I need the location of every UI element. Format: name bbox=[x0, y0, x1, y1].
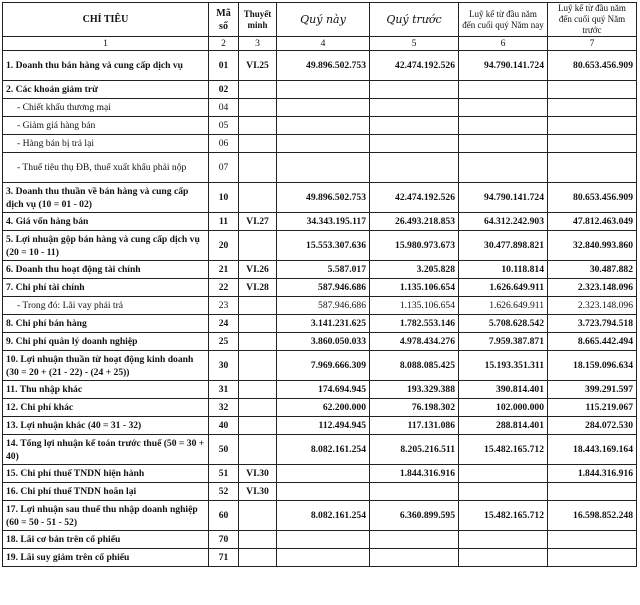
row-quarter-this: 49.896.502.753 bbox=[277, 183, 370, 213]
row-ytd-prev: 115.219.067 bbox=[548, 399, 637, 417]
row-code: 25 bbox=[209, 333, 239, 351]
row-ytd-this: 94.790.141.724 bbox=[459, 183, 548, 213]
row-ytd-this bbox=[459, 117, 548, 135]
row-note bbox=[239, 531, 277, 549]
row-ytd-prev: 80.653.456.909 bbox=[548, 183, 637, 213]
table-row bbox=[3, 117, 637, 135]
table-row bbox=[3, 417, 637, 435]
row-ytd-prev: 30.487.882 bbox=[548, 261, 637, 279]
row-quarter-prev: 76.198.302 bbox=[370, 399, 459, 417]
row-label: 5. Lợi nhuận gộp bán hàng và cung cấp dịch vụ (20 = 10 - 11) bbox=[3, 231, 209, 261]
row-code: 71 bbox=[209, 549, 239, 567]
row-code: 51 bbox=[209, 465, 239, 483]
col-number: 3 bbox=[239, 37, 277, 51]
row-ytd-this: 102.000.000 bbox=[459, 399, 548, 417]
row-ytd-this: 5.708.628.542 bbox=[459, 315, 548, 333]
row-ytd-prev: 8.665.442.494 bbox=[548, 333, 637, 351]
row-ytd-this bbox=[459, 135, 548, 153]
table-row bbox=[3, 315, 637, 333]
row-ytd-prev: 32.840.993.860 bbox=[548, 231, 637, 261]
row-code: 11 bbox=[209, 213, 239, 231]
row-quarter-this bbox=[277, 549, 370, 567]
row-note bbox=[239, 417, 277, 435]
column-number-row bbox=[3, 37, 637, 51]
row-label: 8. Chi phí bán hàng bbox=[3, 315, 209, 333]
row-ytd-prev bbox=[548, 549, 637, 567]
row-quarter-this: 15.553.307.636 bbox=[277, 231, 370, 261]
table-row bbox=[3, 549, 637, 567]
row-note bbox=[239, 99, 277, 117]
row-label: 1. Doanh thu bán hàng và cung cấp dịch vụ bbox=[3, 51, 209, 81]
col-number: 4 bbox=[277, 37, 370, 51]
row-note bbox=[239, 183, 277, 213]
row-quarter-prev: 193.329.388 bbox=[370, 381, 459, 399]
table-row bbox=[3, 213, 637, 231]
row-ytd-this: 15.482.165.712 bbox=[459, 435, 548, 465]
table-row bbox=[3, 399, 637, 417]
row-code: 21 bbox=[209, 261, 239, 279]
row-ytd-prev: 47.812.463.049 bbox=[548, 213, 637, 231]
row-label: - Chiết khấu thương mại bbox=[3, 99, 209, 117]
income-statement-table bbox=[2, 2, 637, 567]
table-body bbox=[3, 51, 637, 567]
table-row bbox=[3, 153, 637, 183]
row-note bbox=[239, 381, 277, 399]
row-quarter-this: 8.082.161.254 bbox=[277, 435, 370, 465]
row-quarter-prev: 1.844.316.916 bbox=[370, 465, 459, 483]
row-quarter-prev bbox=[370, 153, 459, 183]
row-note bbox=[239, 81, 277, 99]
row-note: VI.26 bbox=[239, 261, 277, 279]
row-label: 10. Lợi nhuận thuần từ hoạt động kinh doanh (30 = 20 + (21 - 22) - (24 + 25)) bbox=[3, 351, 209, 381]
row-ytd-this bbox=[459, 465, 548, 483]
row-ytd-this: 288.814.401 bbox=[459, 417, 548, 435]
row-ytd-this bbox=[459, 483, 548, 501]
row-ytd-prev bbox=[548, 531, 637, 549]
row-quarter-prev: 1.782.553.146 bbox=[370, 315, 459, 333]
row-ytd-prev bbox=[548, 153, 637, 183]
row-code: 06 bbox=[209, 135, 239, 153]
row-code: 70 bbox=[209, 531, 239, 549]
header-thuyet-minh: Thuyết minh bbox=[239, 3, 277, 37]
row-code: 50 bbox=[209, 435, 239, 465]
row-ytd-this: 64.312.242.903 bbox=[459, 213, 548, 231]
row-note bbox=[239, 297, 277, 315]
row-note: VI.30 bbox=[239, 483, 277, 501]
row-quarter-prev: 42.474.192.526 bbox=[370, 183, 459, 213]
row-quarter-this bbox=[277, 81, 370, 99]
row-label: 7. Chi phí tài chính bbox=[3, 279, 209, 297]
table-row bbox=[3, 351, 637, 381]
row-quarter-prev: 6.360.899.595 bbox=[370, 501, 459, 531]
row-ytd-prev: 3.723.794.518 bbox=[548, 315, 637, 333]
row-ytd-this: 390.814.401 bbox=[459, 381, 548, 399]
row-code: 20 bbox=[209, 231, 239, 261]
row-code: 22 bbox=[209, 279, 239, 297]
table-row bbox=[3, 261, 637, 279]
row-note: VI.30 bbox=[239, 465, 277, 483]
row-note bbox=[239, 315, 277, 333]
table-row bbox=[3, 435, 637, 465]
row-note bbox=[239, 549, 277, 567]
col-number: 6 bbox=[459, 37, 548, 51]
row-quarter-prev bbox=[370, 81, 459, 99]
row-quarter-this bbox=[277, 531, 370, 549]
row-code: 10 bbox=[209, 183, 239, 213]
col-number: 2 bbox=[209, 37, 239, 51]
table-row bbox=[3, 483, 637, 501]
row-label: 2. Các khoản giảm trừ bbox=[3, 81, 209, 99]
row-note: VI.28 bbox=[239, 279, 277, 297]
row-ytd-this bbox=[459, 531, 548, 549]
row-ytd-prev: 2.323.148.096 bbox=[548, 279, 637, 297]
row-quarter-prev bbox=[370, 135, 459, 153]
row-code: 40 bbox=[209, 417, 239, 435]
row-quarter-this: 49.896.502.753 bbox=[277, 51, 370, 81]
row-ytd-prev bbox=[548, 99, 637, 117]
row-ytd-this: 15.193.351.311 bbox=[459, 351, 548, 381]
row-quarter-this bbox=[277, 135, 370, 153]
header-quy-truoc: Quý trước bbox=[370, 3, 459, 37]
header-luy-ke-nam-nay: Luỹ kế từ đầu năm đến cuối quý Năm nay bbox=[459, 3, 548, 37]
row-quarter-prev bbox=[370, 549, 459, 567]
row-ytd-prev: 80.653.456.909 bbox=[548, 51, 637, 81]
row-code: 24 bbox=[209, 315, 239, 333]
col-number: 1 bbox=[3, 37, 209, 51]
row-code: 30 bbox=[209, 351, 239, 381]
row-quarter-this: 62.200.000 bbox=[277, 399, 370, 417]
header-chi-tieu: CHỈ TIÊU bbox=[3, 3, 209, 37]
row-quarter-this: 174.694.945 bbox=[277, 381, 370, 399]
header-quy-nay: Quý này bbox=[277, 3, 370, 37]
row-ytd-prev: 18.159.096.634 bbox=[548, 351, 637, 381]
row-note bbox=[239, 333, 277, 351]
row-ytd-this bbox=[459, 81, 548, 99]
row-code: 32 bbox=[209, 399, 239, 417]
row-quarter-prev: 8.088.085.425 bbox=[370, 351, 459, 381]
col-number: 5 bbox=[370, 37, 459, 51]
row-ytd-this: 1.626.649.911 bbox=[459, 297, 548, 315]
row-quarter-prev bbox=[370, 99, 459, 117]
row-label: 17. Lợi nhuận sau thuế thu nhập doanh nghiệp (60 = 50 - 51 - 52) bbox=[3, 501, 209, 531]
row-quarter-this: 3.860.050.033 bbox=[277, 333, 370, 351]
row-label: 9. Chi phí quản lý doanh nghiệp bbox=[3, 333, 209, 351]
row-ytd-prev: 1.844.316.916 bbox=[548, 465, 637, 483]
table-row bbox=[3, 279, 637, 297]
row-quarter-prev: 15.980.973.673 bbox=[370, 231, 459, 261]
row-code: 52 bbox=[209, 483, 239, 501]
row-note bbox=[239, 153, 277, 183]
row-quarter-prev: 1.135.106.654 bbox=[370, 279, 459, 297]
row-quarter-this: 7.969.666.309 bbox=[277, 351, 370, 381]
row-label: 14. Tổng lợi nhuận kế toán trước thuế (50 = 30 + 40) bbox=[3, 435, 209, 465]
row-code: 07 bbox=[209, 153, 239, 183]
row-label: 4. Giá vốn hàng bán bbox=[3, 213, 209, 231]
row-label: - Giảm giá hàng bán bbox=[3, 117, 209, 135]
table-row bbox=[3, 333, 637, 351]
row-ytd-this bbox=[459, 549, 548, 567]
header-luy-ke-nam-truoc: Luỹ kế từ đầu năm đến cuối quý Năm trước bbox=[548, 3, 637, 37]
row-code: 02 bbox=[209, 81, 239, 99]
row-quarter-prev: 8.205.216.511 bbox=[370, 435, 459, 465]
row-note bbox=[239, 117, 277, 135]
row-code: 01 bbox=[209, 51, 239, 81]
row-quarter-prev bbox=[370, 117, 459, 135]
table-row bbox=[3, 231, 637, 261]
row-ytd-prev bbox=[548, 483, 637, 501]
col-number: 7 bbox=[548, 37, 637, 51]
row-quarter-prev bbox=[370, 483, 459, 501]
row-quarter-this: 34.343.195.117 bbox=[277, 213, 370, 231]
row-ytd-prev bbox=[548, 117, 637, 135]
row-quarter-this: 587.946.686 bbox=[277, 279, 370, 297]
row-code: 05 bbox=[209, 117, 239, 135]
row-quarter-prev: 3.205.828 bbox=[370, 261, 459, 279]
row-code: 60 bbox=[209, 501, 239, 531]
row-label: 13. Lợi nhuận khác (40 = 31 - 32) bbox=[3, 417, 209, 435]
row-ytd-this bbox=[459, 99, 548, 117]
row-note bbox=[239, 435, 277, 465]
row-quarter-this: 587.946.686 bbox=[277, 297, 370, 315]
row-ytd-this: 30.477.898.821 bbox=[459, 231, 548, 261]
row-label: 15. Chi phí thuế TNDN hiện hành bbox=[3, 465, 209, 483]
row-note: VI.27 bbox=[239, 213, 277, 231]
header-ma-so: Mã số bbox=[209, 3, 239, 37]
row-quarter-prev: 26.493.218.853 bbox=[370, 213, 459, 231]
row-quarter-prev bbox=[370, 531, 459, 549]
row-label: 16. Chi phí thuế TNDN hoãn lại bbox=[3, 483, 209, 501]
row-quarter-this: 112.494.945 bbox=[277, 417, 370, 435]
table-row bbox=[3, 81, 637, 99]
row-ytd-prev: 2.323.148.096 bbox=[548, 297, 637, 315]
row-label: 12. Chi phí khác bbox=[3, 399, 209, 417]
row-code: 31 bbox=[209, 381, 239, 399]
row-quarter-this bbox=[277, 483, 370, 501]
row-quarter-this bbox=[277, 99, 370, 117]
table-row bbox=[3, 183, 637, 213]
row-note: VI.25 bbox=[239, 51, 277, 81]
row-code: 23 bbox=[209, 297, 239, 315]
row-quarter-this bbox=[277, 153, 370, 183]
row-label: - Hàng bán bị trả lại bbox=[3, 135, 209, 153]
row-ytd-prev bbox=[548, 135, 637, 153]
row-ytd-prev: 399.291.597 bbox=[548, 381, 637, 399]
row-ytd-prev bbox=[548, 81, 637, 99]
row-label: 19. Lãi suy giảm trên cổ phiếu bbox=[3, 549, 209, 567]
income-statement bbox=[2, 2, 636, 567]
row-note bbox=[239, 399, 277, 417]
row-note bbox=[239, 231, 277, 261]
row-ytd-prev: 16.598.852.248 bbox=[548, 501, 637, 531]
header-row bbox=[3, 3, 637, 37]
table-row bbox=[3, 297, 637, 315]
row-quarter-prev: 42.474.192.526 bbox=[370, 51, 459, 81]
table-row bbox=[3, 51, 637, 81]
row-ytd-this: 7.959.387.871 bbox=[459, 333, 548, 351]
row-label: 3. Doanh thu thuần về bán hàng và cung cấp dịch vụ (10 = 01 - 02) bbox=[3, 183, 209, 213]
row-label: 6. Doanh thu hoạt động tài chính bbox=[3, 261, 209, 279]
row-ytd-this: 10.118.814 bbox=[459, 261, 548, 279]
row-quarter-this bbox=[277, 465, 370, 483]
table-row bbox=[3, 381, 637, 399]
row-code: 04 bbox=[209, 99, 239, 117]
table-row bbox=[3, 501, 637, 531]
row-quarter-this: 8.082.161.254 bbox=[277, 501, 370, 531]
row-quarter-prev: 4.978.434.276 bbox=[370, 333, 459, 351]
row-label: - Thuế tiêu thụ ĐB, thuế xuất khẩu phải nộp bbox=[3, 153, 209, 183]
table-row bbox=[3, 531, 637, 549]
table-row bbox=[3, 135, 637, 153]
row-ytd-this: 15.482.165.712 bbox=[459, 501, 548, 531]
table-row bbox=[3, 465, 637, 483]
row-note bbox=[239, 135, 277, 153]
row-label: 18. Lãi cơ bản trên cổ phiếu bbox=[3, 531, 209, 549]
row-label: - Trong đó: Lãi vay phải trả bbox=[3, 297, 209, 315]
row-label: 11. Thu nhập khác bbox=[3, 381, 209, 399]
row-ytd-this: 94.790.141.724 bbox=[459, 51, 548, 81]
row-ytd-prev: 284.072.530 bbox=[548, 417, 637, 435]
row-quarter-prev: 117.131.086 bbox=[370, 417, 459, 435]
row-quarter-this: 5.587.017 bbox=[277, 261, 370, 279]
row-note bbox=[239, 501, 277, 531]
row-quarter-this bbox=[277, 117, 370, 135]
row-ytd-this bbox=[459, 153, 548, 183]
row-quarter-prev: 1.135.106.654 bbox=[370, 297, 459, 315]
row-ytd-this: 1.626.649.911 bbox=[459, 279, 548, 297]
table-row bbox=[3, 99, 637, 117]
row-quarter-this: 3.141.231.625 bbox=[277, 315, 370, 333]
row-note bbox=[239, 351, 277, 381]
row-ytd-prev: 18.443.169.164 bbox=[548, 435, 637, 465]
